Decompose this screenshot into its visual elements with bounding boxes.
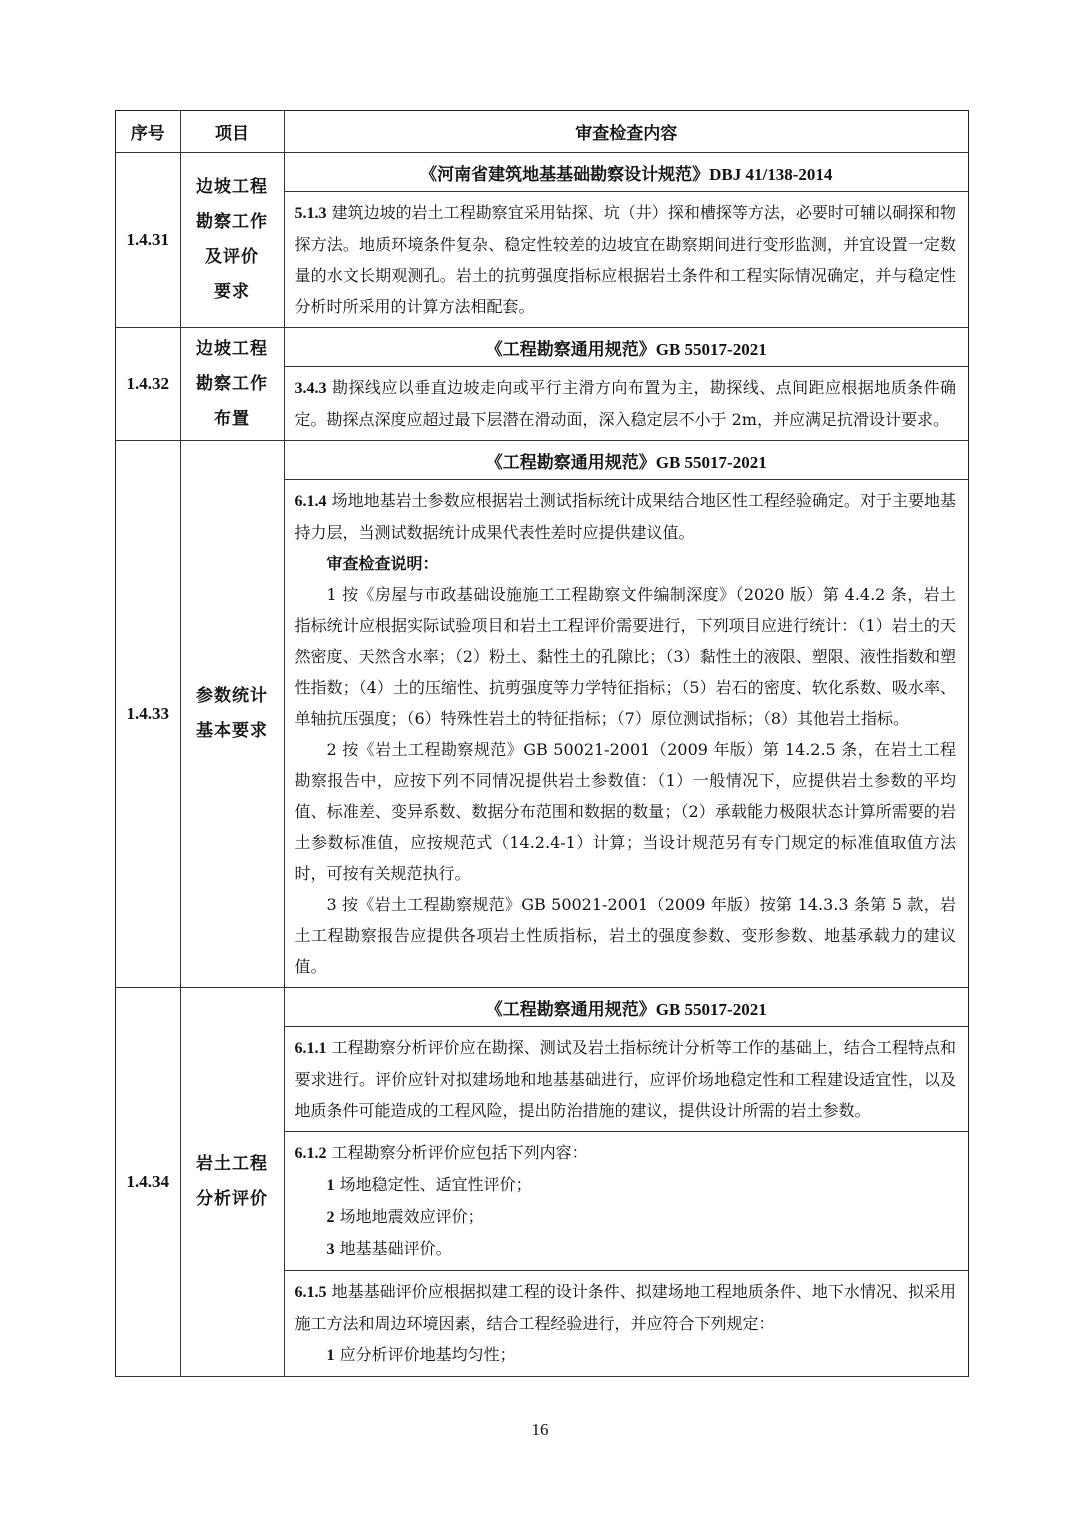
clause-cell: [284, 367, 968, 441]
row-item: [180, 328, 284, 441]
clause-cell: [284, 1027, 968, 1132]
clause-paragraph: [295, 1137, 957, 1169]
review-note: 2 按《岩土工程勘察规范》GB 50021-2001（2009 年版）第 14.2.5 条，在岩土工程勘察报告中，应按下列不同情况提供岩土参数值：（1）一般情况下，应提供岩土参数的平均值、标准差、变异系数、数据分布范围和数据的数量；（2）承载能力极限状态计算所需要的岩土参数标准值，应按规范式（14.2.4-1）计算；当设计规范另有专门规定的标准值取值方法时，可按有关规范执行。: [294, 740, 956, 883]
clause-cell: [284, 192, 968, 328]
standard-title: 《河南省建筑地基基础勘察设计规范》DBJ 41/138-2014: [284, 153, 968, 192]
sub-item: [295, 1169, 957, 1201]
sub-item-text: 应分析评价地基均匀性；: [339, 1345, 516, 1364]
row-item-line: 参数统计: [196, 686, 268, 706]
sub-item-code: 3: [326, 1241, 335, 1258]
clause-text: 建筑边坡的岩土工程勘察宜采用钻探、坑（井）探和槽探等方法，必要时可辅以硐探和物探方法。地质环境条件复杂、稳定性较差的边坡宜在勘察期间进行变形监测，并宜设置一定数量的水文长期观测孔。岩土的抗剪强度指标应根据岩土条件和工程实际情况确定，并与稳定性分析时所采用的计算方法相配套。: [294, 203, 956, 316]
row-item-line: 边坡工程: [196, 177, 268, 197]
sub-item-text: 地基基础评价。: [339, 1239, 452, 1258]
clause-code: 6.1.2: [294, 1145, 327, 1162]
table-header-row: [116, 111, 968, 153]
row-item-line: 及评价: [205, 247, 259, 267]
row-number: 1.4.33: [116, 441, 180, 988]
sub-item: [295, 1339, 957, 1371]
sub-item: [295, 1233, 957, 1265]
standard-title: 《工程勘察通用规范》GB 55017-2021: [284, 328, 968, 367]
table-row: [116, 988, 968, 1027]
row-item-line: 布置: [214, 408, 250, 429]
clause-code: 3.4.3: [294, 380, 327, 397]
clause-text: 勘探线应以垂直边坡走向或平行主滑方向布置为主，勘探线、点间距应根据地质条件确定。勘探点深度应超过最下层潜在滑动面，深入稳定层不小于 2m，并应满足抗滑设计要求。: [294, 378, 956, 429]
review-note: 3 按《岩土工程勘察规范》GB 50021-2001（2009 年版）按第 14.3.3 条第 5 款，岩土工程勘察报告应提供各项岩土性质指标，岩土的强度参数、变形参数、地基承载力的建议值。: [294, 895, 956, 976]
row-item-line: 勘察工作: [196, 373, 268, 394]
row-number: 1.4.32: [116, 328, 180, 441]
clause-paragraph: [295, 1276, 957, 1339]
standard-title: 《工程勘察通用规范》GB 55017-2021: [284, 988, 968, 1027]
sub-item: [295, 1201, 957, 1233]
header-item: 项目: [180, 111, 284, 153]
clause-cell: [284, 480, 968, 988]
clause-code: 6.1.5: [294, 1284, 327, 1301]
clause-text: 工程勘察分析评价应包括下列内容：: [331, 1143, 588, 1162]
row-item-line: 分析评价: [196, 1189, 268, 1209]
standard-title: 《工程勘察通用规范》GB 55017-2021: [284, 441, 968, 480]
row-item-line: 岩土工程: [196, 1154, 268, 1174]
sub-item-code: 2: [326, 1209, 335, 1226]
clause-cell: [284, 1132, 968, 1271]
row-number: 1.4.34: [116, 988, 180, 1377]
sub-item-code: 1: [326, 1177, 335, 1194]
row-item: [180, 153, 284, 328]
review-note-title: 审查检查说明：: [326, 554, 439, 573]
page-number: 16: [531, 1420, 549, 1439]
clause-text: 场地地基岩土参数应根据岩土测试指标统计成果结合地区性工程经验确定。对于主要地基持力层，当测试数据统计成果代表性差时应提供建议值。: [294, 491, 956, 542]
header-num: 序号: [116, 111, 180, 153]
header-content: 审查检查内容: [284, 111, 968, 153]
clause-code: 5.1.3: [294, 205, 327, 222]
row-item-line: 要求: [214, 282, 250, 302]
review-note: 1 按《房屋与市政基础设施施工工程勘察文件编制深度》（2020 版）第 4.4.2 条，岩土指标统计应根据实际试验项目和岩土工程评价需要进行，下列项目应进行统计：（1）岩土的天然密度、天然含水率；（2）粉土、黏性土的孔隙比；（3）黏性土的液限、塑限、液性指数和塑性指数；（4）土的压缩性、抗剪强度等力学特征指标；（5）岩石的密度、软化系数、吸水率、单轴抗压强度；（6）特殊性岩土的特征指标；（7）原位测试指标；（8）其他岩土指标。: [294, 585, 956, 728]
row-number: 1.4.31: [116, 153, 180, 328]
clause-text: 地基基础评价应根据拟建工程的设计条件、拟建场地工程地质条件、地下水情况、拟采用施工方法和周边环境因素，结合工程经验进行，并应符合下列规定：: [294, 1282, 956, 1333]
sub-item-text: 场地地震效应评价；: [339, 1207, 484, 1226]
row-item-line: 勘察工作: [196, 212, 268, 232]
review-table: [116, 111, 968, 1377]
row-item-line: 边坡工程: [196, 338, 268, 359]
clause-paragraph: [295, 485, 957, 548]
sub-item-code: 1: [326, 1347, 335, 1364]
clause-code: 6.1.1: [294, 1040, 327, 1057]
row-item: [180, 441, 284, 988]
table-row: [116, 441, 968, 480]
row-item: [180, 988, 284, 1377]
clause-text: 工程勘察分析评价应在勘探、测试及岩土指标统计分析等工作的基础上，结合工程特点和要求进行。评价应针对拟建场地和地基基础进行，应评价场地稳定性和工程建设适宜性，以及地质条件可能造成的工程风险，提出防治措施的建议，提供设计所需的岩土参数。: [294, 1038, 956, 1120]
review-table-page: [115, 110, 969, 1377]
row-item-line: 基本要求: [196, 721, 268, 741]
clause-code: 6.1.4: [294, 493, 327, 510]
clause-cell: [284, 1271, 968, 1377]
sub-item-text: 场地稳定性、适宜性评价；: [339, 1175, 532, 1194]
table-row: [116, 328, 968, 367]
table-row: [116, 153, 968, 192]
